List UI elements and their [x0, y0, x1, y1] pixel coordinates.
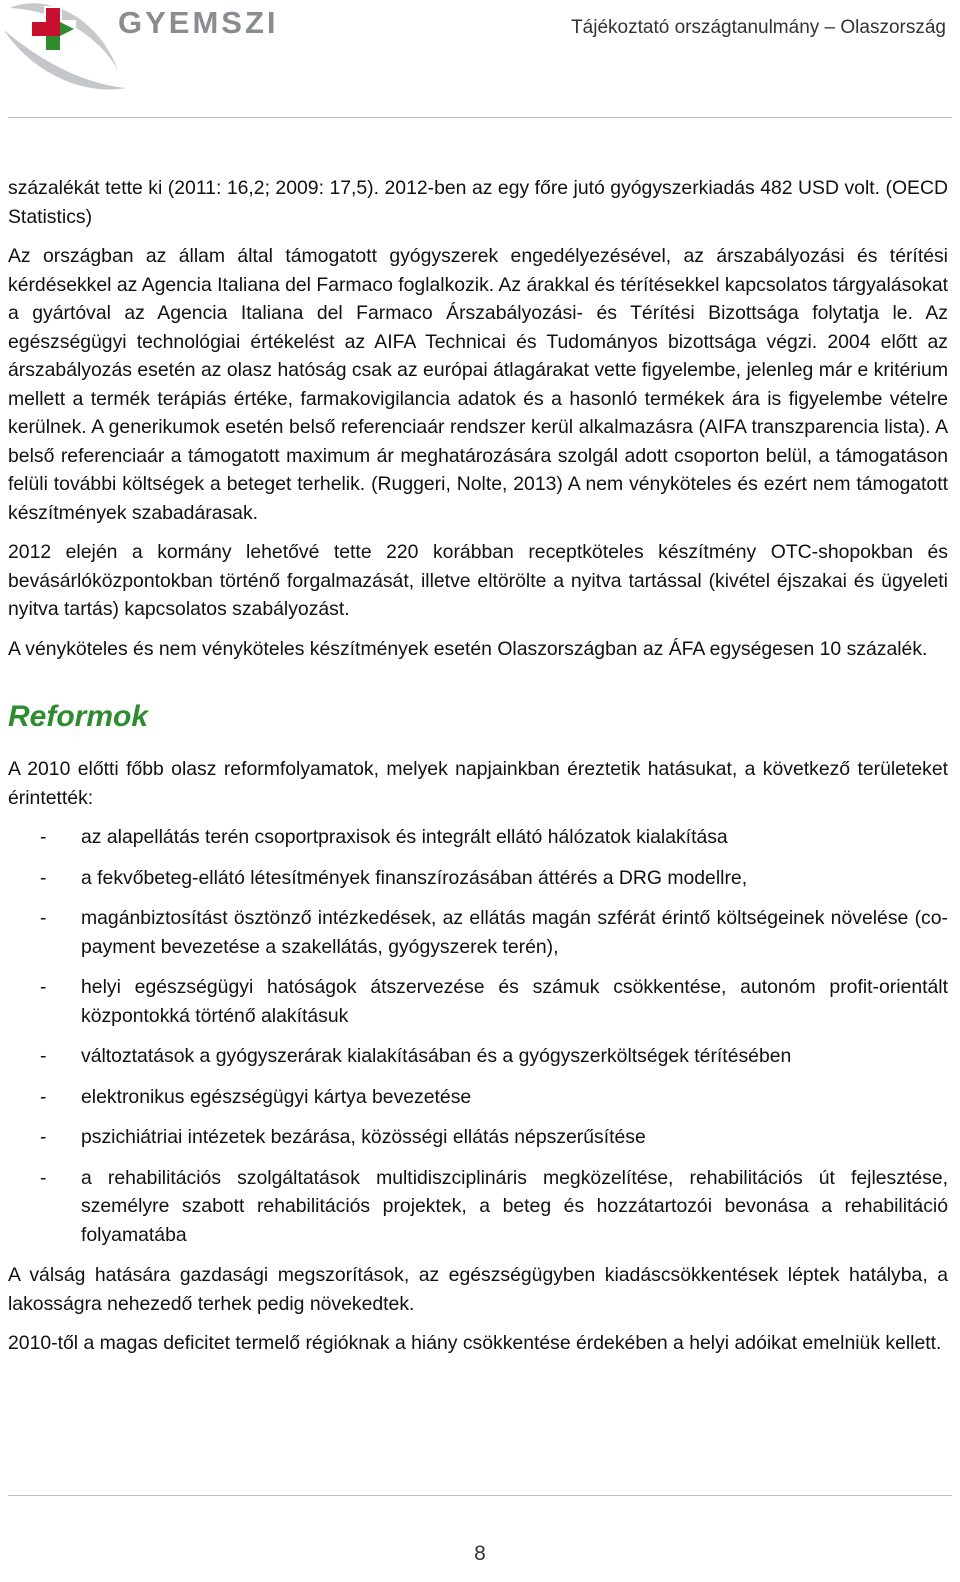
logo-wordmark: GYEMSZI — [118, 5, 279, 40]
dash-bullet: - — [40, 1045, 47, 1067]
list-item-text: az alapellátás terén csoportpraxisok és integrált ellátó hálózatok kialakítása — [81, 826, 728, 848]
paragraph: 2012 elején a kormány lehetővé tette 220 korábban receptköteles készítmény OTC-shopokban és bevásárlóközpontokban történő forgalmazását, illetve eltörölte a nyitva tartással (kivétel éjszakai és ügyeleti nyitva tartás) kapcsolatos szabályozást. — [8, 541, 948, 620]
list-item — [8, 1123, 948, 1152]
list-item — [8, 973, 948, 1030]
list-item — [8, 864, 948, 893]
dash-bullet: - — [40, 1166, 47, 1189]
list-item-text: a rehabilitációs szolgáltatások multidiszciplináris megközelítése, rehabilitációs út fejlesztése, személyre szabott rehabilitációs projektek, a beteg és hozzátartozói bevonása a rehabilitáció folyamatába — [81, 1166, 948, 1246]
header-divider — [8, 117, 952, 118]
gyemszi-logo — [0, 0, 320, 100]
list-item-text: a fekvőbeteg-ellátó létesítmények finanszírozásában áttérés a DRG modellre, — [81, 866, 748, 889]
paragraph: A válság hatására gazdasági megszorítások, az egészségügyben kiadáscsökkentések léptek hatályba, a lakosságra nehezedő terhek pedig növekedtek. — [8, 1264, 948, 1315]
section-intro: A 2010 előtti főbb olasz reformfolyamatok, melyek napjainkban éreztetik hatásukat, a következő területeket érintették: — [8, 758, 948, 809]
list-item — [8, 1042, 948, 1071]
page-number: 8 — [474, 1542, 486, 1565]
list-item-text: helyi egészségügyi hatóságok átszervezése és számuk csökkentése, autonóm profit-orientált központokká történő alakításuk — [81, 976, 948, 1027]
logo-mark-icon — [0, 0, 130, 100]
paragraph: Az országban az állam által támogatott gyógyszerek engedélyezésével, az árszabályozási és térítési kérdésekkel az Agencia Italiana del Farmaco foglalkozik. Az árakkal és térítésekkel kapcsolatos tárgyalásokat a gyártóval az Agencia Italiana del Farmaco Árszabályozási- és Térítési Bizottsága folytatja le. Az egészségügyi technológiai értékelést az AIFA Technicai és Tudományos bizottsága végzi. 2004 előtt az árszabályozás esetén az olasz hatóság csak az európai átlagárakat vette figyelembe, jelenleg már e kritérium mellett a termék terápiás értéke, farmakovigilancia adatok és a hasonló termékek ára is figyelembe vételre kerülnek. A generikumok esetén belső referenciaár rendszer kerül alkalmazásra (AIFA transzparencia lista). A belső referenciaár a támogatott maximum ár meghatározására szolgál adott csoporton belül, a támogatáson felüli további költségek a beteget terhelik. (Ruggeri, Nolte, 2013) A nem vényköteles és ezért nem támogatott készítmények szabadárasak. — [8, 245, 948, 524]
page-header — [0, 0, 960, 122]
section-heading: Reformok — [8, 700, 149, 733]
list-item-text: elektronikus egészségügyi kártya bevezetése — [81, 1085, 472, 1108]
document-title: Tájékoztató országtanulmány – Olaszország — [571, 17, 946, 38]
footer-divider — [8, 1495, 952, 1496]
list-item-text: magánbiztosítást ösztönző intézkedések, az ellátás magán szférát érintő költségeinek növelése (co-payment bevezetése a szakellátás, gyógyszerek terén), — [81, 907, 948, 958]
dash-bullet: - — [40, 866, 47, 889]
list-item — [8, 823, 948, 852]
paragraph: A vényköteles és nem vényköteles készítmények esetén Olaszországban az ÁFA egységesen 10 százalék. — [8, 637, 928, 660]
list-item-text: pszichiátriai intézetek bezárása, közösségi ellátás népszerűsítése — [81, 1126, 646, 1148]
dash-bullet: - — [40, 1085, 47, 1108]
dash-bullet: - — [40, 826, 47, 848]
dash-bullet: - — [40, 976, 47, 998]
dash-bullet: - — [40, 1126, 47, 1148]
list-item-text: változtatások a gyógyszerárak kialakításában és a gyógyszerköltségek térítésében — [81, 1045, 792, 1067]
paragraph: százalékát tette ki (2011: 16,2; 2009: 17,5). 2012-ben az egy főre jutó gyógyszerkiadás 482 USD volt. (OECD Statistics) — [8, 177, 948, 228]
list-item — [8, 1083, 948, 1112]
list-item — [8, 904, 948, 961]
page-body — [8, 174, 948, 1369]
reform-list — [8, 823, 948, 1249]
dash-bullet: - — [40, 907, 47, 929]
paragraph: 2010-től a magas deficitet termelő régióknak a hiány csökkentése érdekében a helyi adóikat emelniük kellett. — [8, 1332, 942, 1354]
list-item — [8, 1164, 948, 1250]
